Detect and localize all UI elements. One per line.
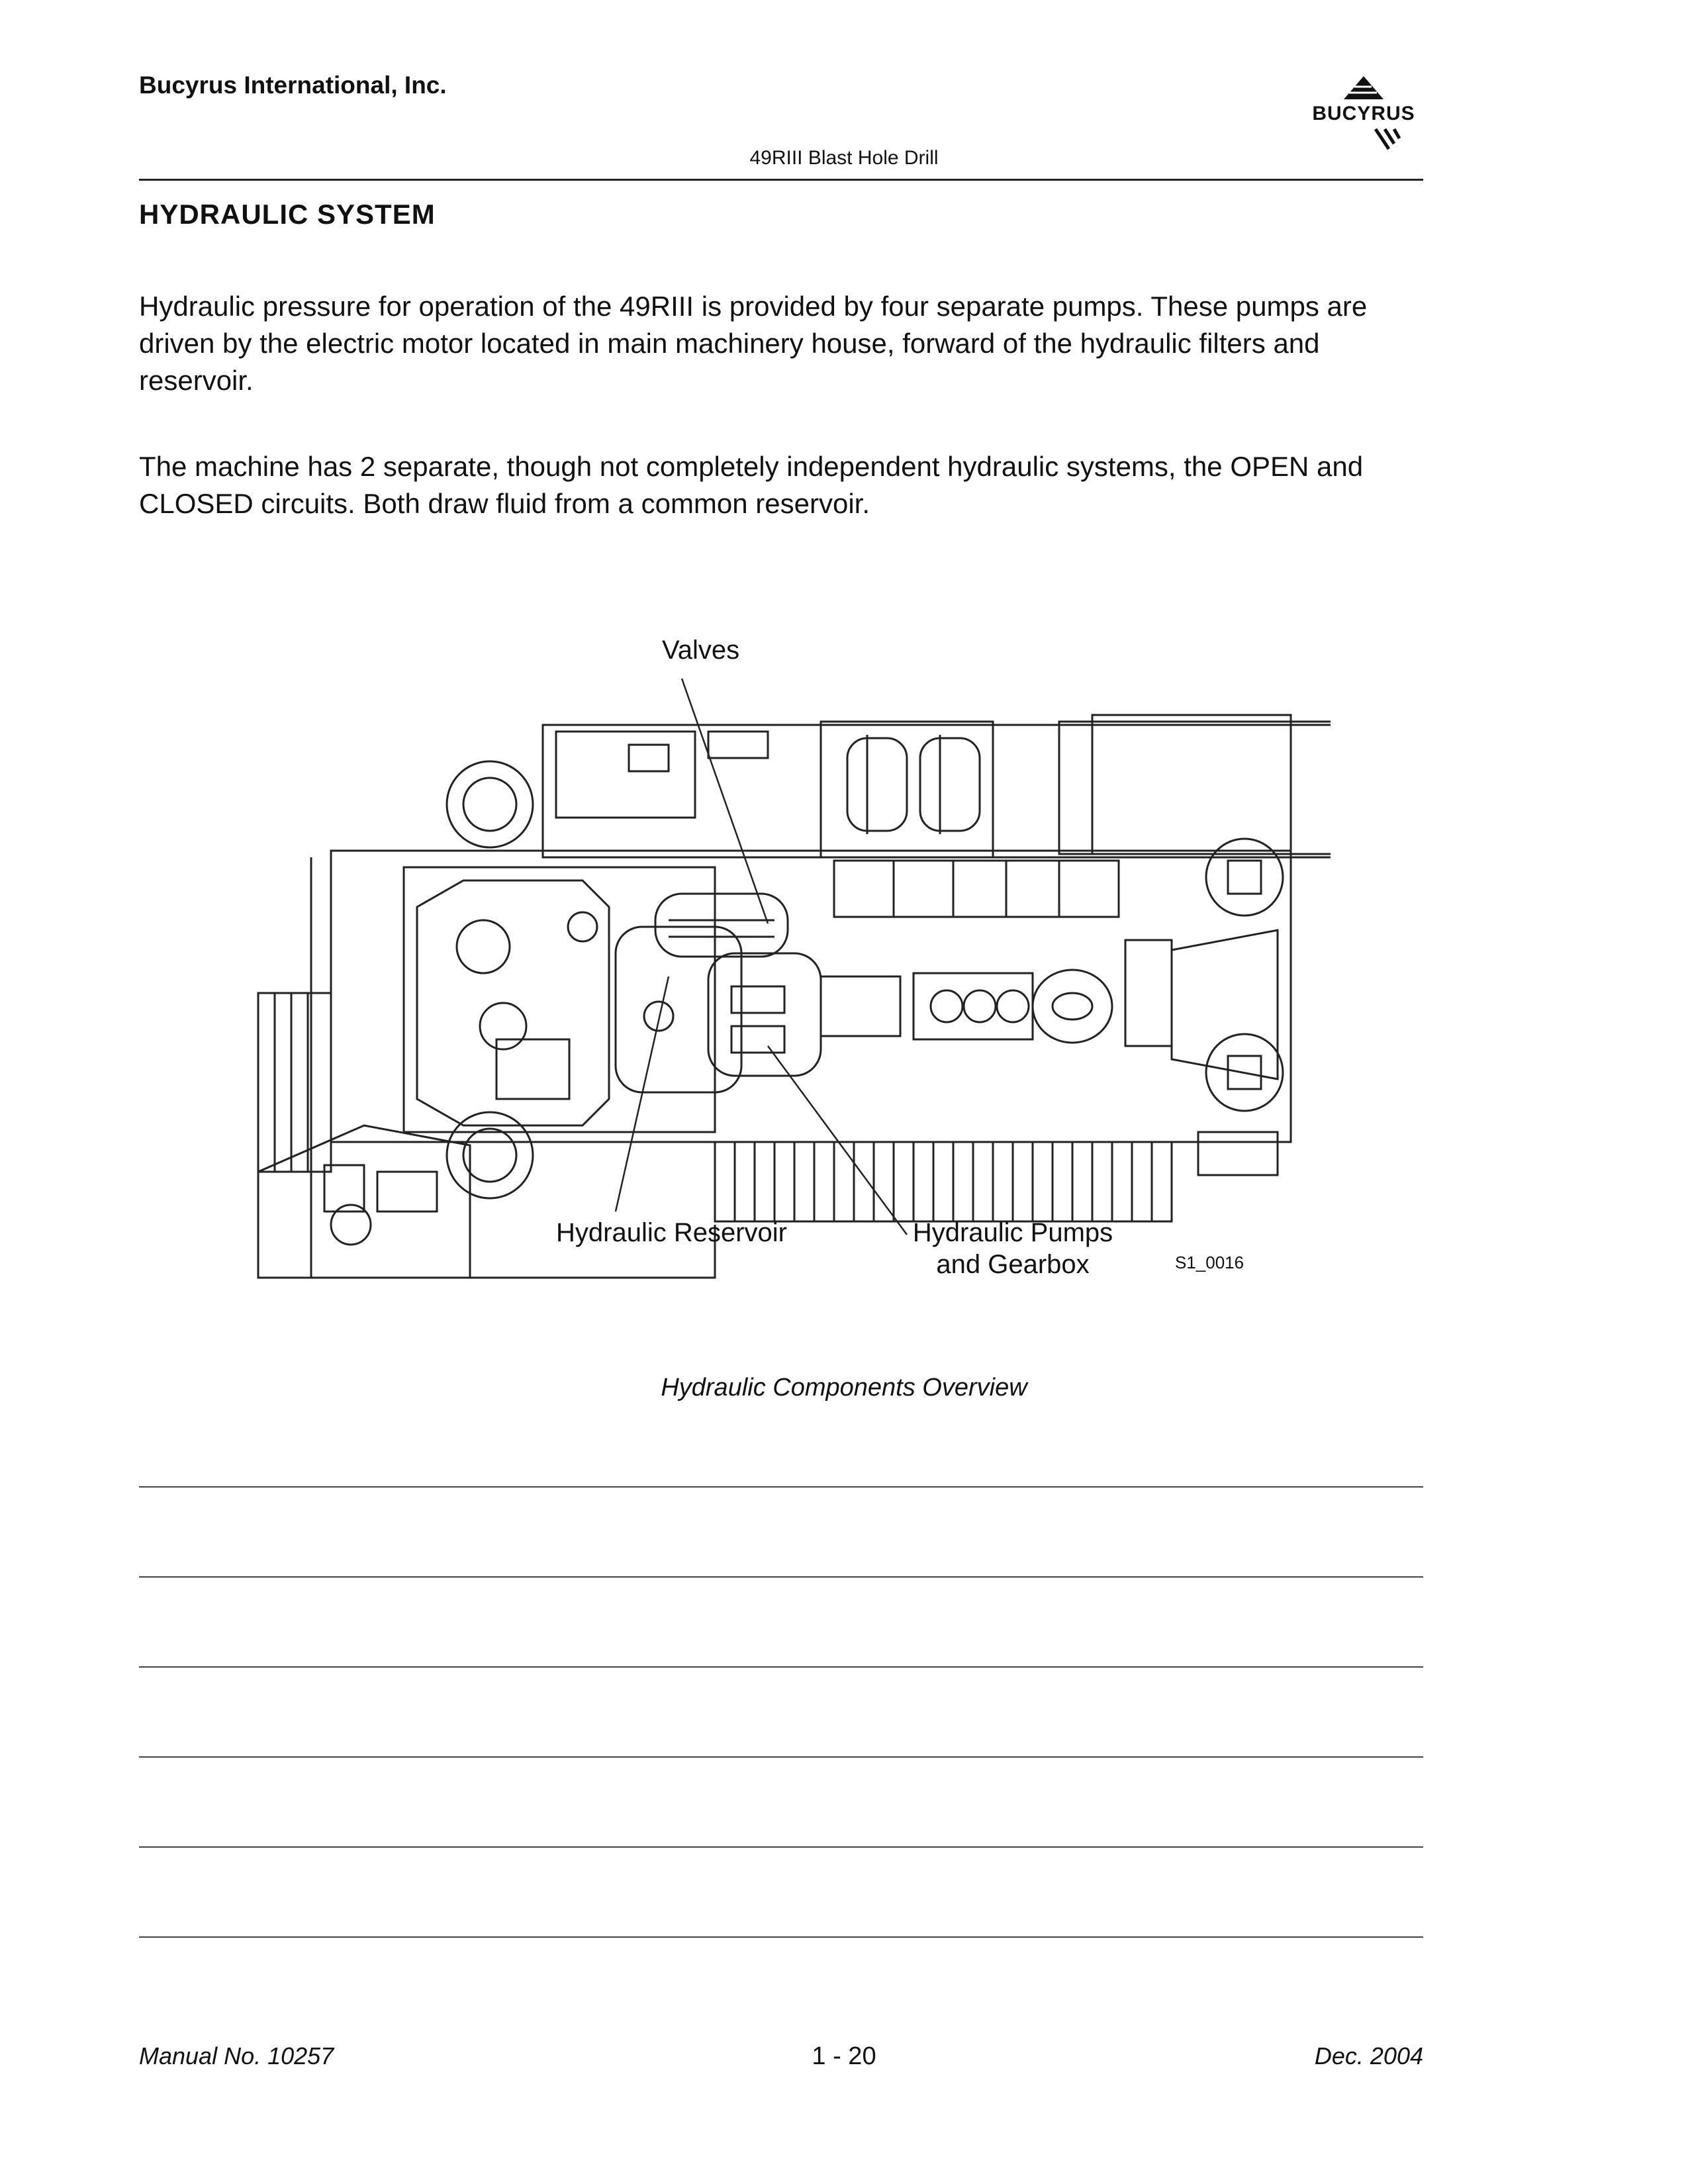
callout-hydraulic-pumps (884, 1217, 1142, 1280)
footer-page-number: 1 - 20 (812, 2042, 876, 2070)
notes-line (139, 1666, 1423, 1668)
callout-hydraulic-reservoir: Hydraulic Reservoir (556, 1218, 787, 1247)
notes-line (139, 1486, 1423, 1488)
callout-pumps-line1: Hydraulic Pumps (912, 1218, 1113, 1247)
notes-line (139, 1846, 1423, 1848)
header-divider (139, 179, 1423, 181)
figure-id: S1_0016 (1175, 1253, 1244, 1272)
hydraulic-components-diagram (245, 616, 1331, 1331)
document-subtitle: 49RIII Blast Hole Drill (749, 147, 939, 169)
footer-date: Dec. 2004 (1314, 2042, 1423, 2069)
callout-valves: Valves (662, 636, 740, 665)
body-paragraph: The machine has 2 separate, though not completely independent hydraulic systems, the OPEN and CLOSED circuits. Both draw fluid from a common reservoir. (139, 451, 1364, 519)
figure-caption: Hydraulic Components Overview (661, 1374, 1027, 1401)
logo-wordmark: BUCYRUS (1312, 103, 1415, 124)
notes-line (139, 1756, 1423, 1758)
section-heading: HYDRAULIC SYSTEM (139, 199, 436, 230)
notes-line (139, 1576, 1423, 1578)
body-paragraph: Hydraulic pressure for operation of the 49RIII is provided by four separate pumps. These pumps are driven by the electric motor located in main machinery house, forward of the hydraulic filters and reservoir. (139, 291, 1368, 396)
callout-pumps-line2: and Gearbox (936, 1250, 1090, 1279)
company-name: Bucyrus International, Inc. (139, 71, 447, 99)
notes-line (139, 1936, 1423, 1938)
footer-manual-number: Manual No. 10257 (139, 2042, 334, 2069)
